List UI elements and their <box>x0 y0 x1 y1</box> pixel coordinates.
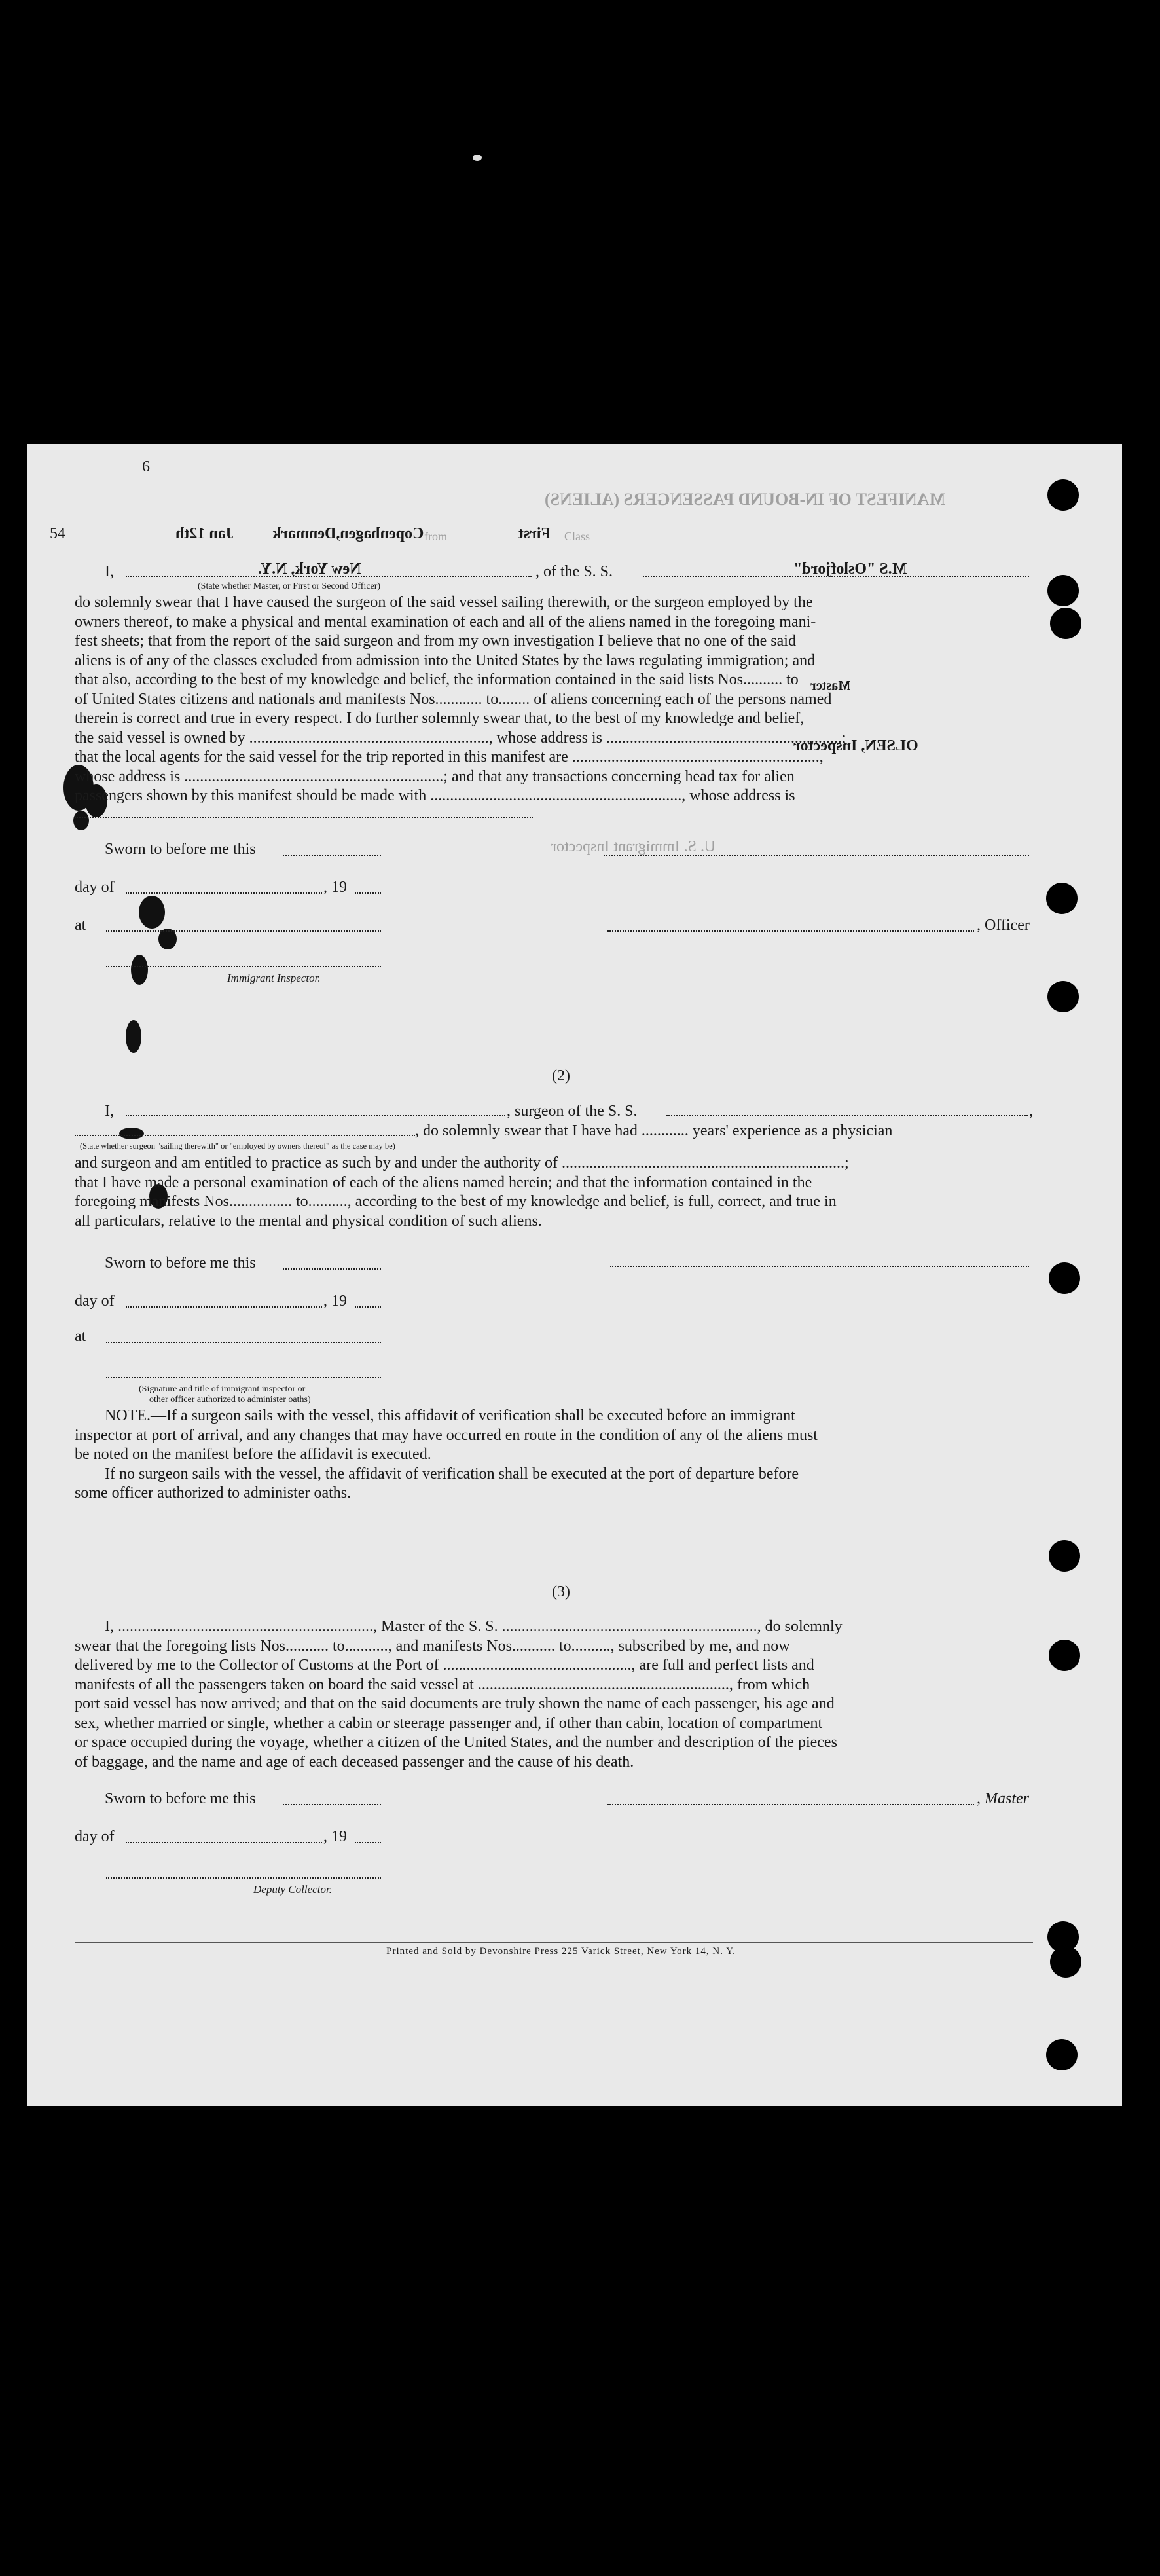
aff2-year-line <box>355 1306 381 1308</box>
aff3-day-line <box>126 1841 322 1843</box>
from-value: Copenhagen,Denmark <box>272 525 424 542</box>
ink-blot <box>119 1128 144 1139</box>
aff1-officer-note: (State whether Master, or First or Second Officer) <box>198 581 381 591</box>
aff2-line2-note: (State whether surgeon "sailing therewith" or "employed by owners thereof" as the case may be) <box>80 1141 395 1150</box>
ink-blot <box>73 811 89 830</box>
aff2-line: foregoing manifests Nos................ to.........., according to the best of my knowledge and belief, is full, correct, and true in <box>75 1193 837 1210</box>
class-value: First <box>518 525 551 542</box>
dust-speck <box>473 155 482 161</box>
aff2-note-line: If no surgeon sails with the vessel, the affidavit of verification shall be executed at the port of departure before <box>105 1465 799 1482</box>
date-value: Jan 12th <box>175 525 234 542</box>
aff2-name-line <box>126 1114 505 1116</box>
aff3-number: (3) <box>552 1583 570 1600</box>
aff3-deputy-line <box>106 1877 381 1879</box>
aff1-sworn: Sworn to before me this <box>105 841 256 858</box>
aff2-sworn: Sworn to before me this <box>105 1255 256 1272</box>
aff2-note-line: some officer authorized to administer oaths. <box>75 1484 352 1501</box>
aff3-line: of baggage, and the name and age of each deceased passenger and the cause of his death. <box>75 1753 634 1771</box>
aff3-master-line <box>607 1803 974 1805</box>
aff3-deputy: Deputy Collector. <box>253 1883 332 1896</box>
aff1-ghost-stamp: U. S. Immigrant Inspector <box>551 838 716 855</box>
aff2-comma: , <box>1029 1103 1033 1120</box>
aff1-officer-sig-line <box>607 930 974 932</box>
punch-hole <box>1047 479 1079 511</box>
aff1-line: fest sheets; that from the report of the said surgeon and from my own investigation I believe that no one of the said <box>75 633 796 650</box>
punch-hole <box>1049 1540 1080 1572</box>
ink-blot <box>139 896 165 929</box>
aff2-day-line <box>126 1306 322 1308</box>
punch-hole <box>1047 575 1079 606</box>
aff1-opening: I, <box>105 563 114 580</box>
aff2-number: (2) <box>552 1067 570 1084</box>
footer-rule <box>75 1942 1033 1943</box>
aff1-year: , 19 <box>323 879 347 896</box>
aff2-at: at <box>75 1328 86 1345</box>
aff2-year: , 19 <box>323 1293 347 1310</box>
aff3-year: , 19 <box>323 1828 347 1845</box>
aff1-officer: , Officer <box>977 917 1030 934</box>
aff1-line: aliens is of any of the classes excluded from admission into the United States by the laws regulating immigration; and <box>75 652 816 669</box>
aff3-day: day of <box>75 1828 115 1845</box>
aff1-line: that the local agents for the said vessel for the trip reported in this manifest are ..............................................................., <box>75 748 824 765</box>
punch-hole <box>1049 1640 1080 1671</box>
aff2-note-line: be noted on the manifest before the affidavit is executed. <box>75 1446 431 1463</box>
aff2-sig-note-1: (Signature and title of immigrant inspector or <box>139 1384 306 1394</box>
aff3-line: or space occupied during the voyage, whether a citizen of the United States, and the number and description of the pieces <box>75 1734 837 1751</box>
aff1-line: therein is correct and true in every respect. I do further solemnly swear that, to the best of my knowledge and belief, <box>75 710 805 727</box>
aff2-line: and surgeon and am entitled to practice as such by and under the authority of ........................................................................; <box>75 1154 849 1171</box>
aff2-body <box>75 1154 1033 1231</box>
aff2-at-line <box>106 1341 381 1343</box>
aff1-at: at <box>75 917 86 934</box>
aff2-ship-line <box>666 1114 1028 1116</box>
aff3-line: port said vessel has now arrived; and that on the said documents are truly shown the name of each passenger, his age and <box>75 1695 835 1712</box>
aff3-sworn: Sworn to before me this <box>105 1790 256 1807</box>
punch-hole <box>1046 883 1078 914</box>
aff3-master: , Master <box>977 1790 1029 1807</box>
aff3-line: swear that the foregoing lists Nos........... to..........., and manifests Nos........... to.........., subscribed by me, and now <box>75 1637 790 1655</box>
aff2-line: that I have made a personal examination of each of the aliens named herein; and that the information contained in the <box>75 1173 812 1191</box>
punch-hole <box>1049 1262 1080 1294</box>
aff1-at-line <box>106 930 381 932</box>
aff3-line: sex, whether married or single, whether a cabin or steerage passenger and, if other than cabin, location of compartment <box>75 1714 823 1732</box>
aff2-line2-end: , do solemnly swear that I have had ............ years' experience as a physician <box>415 1122 893 1139</box>
punch-hole <box>1046 2039 1078 2070</box>
aff1-line: the said vessel is owned by ............................................................., whose address is ............................................................; <box>75 729 846 746</box>
aff3-line: I, ................................................................., Master of the S. S. ................................................................., do solemnly <box>105 1618 843 1635</box>
year-fragment: 54 <box>50 525 65 542</box>
aff1-signature-line <box>604 854 1029 856</box>
aff1-inspector-line <box>106 965 381 967</box>
aff2-note <box>75 1407 1033 1503</box>
aff1-address-line <box>75 816 533 818</box>
aff1-stamp-master: Master <box>810 678 851 693</box>
punch-hole <box>1047 981 1079 1012</box>
aff1-line: of United States citizens and nationals and manifests Nos............ to........ of aliens concerning each of the persons named <box>75 690 832 708</box>
aff2-day: day of <box>75 1293 115 1310</box>
aff2-line1-mid: , surgeon of the S. S. <box>507 1103 638 1120</box>
footer-printer: Printed and Sold by Devonshire Press 225 Varick Street, New York 14, N. Y. <box>386 1946 736 1957</box>
aff2-sig-note-2: other officer authorized to administer oaths) <box>149 1395 311 1405</box>
ink-blot <box>126 1020 141 1053</box>
aff1-stamp-inspector: OLSEN, Inspector <box>793 737 918 754</box>
aff2-note-line: NOTE.—If a surgeon sails with the vessel, this affidavit of verification shall be executed before an immigrant <box>105 1407 795 1424</box>
aff3-line: delivered by me to the Collector of Customs at the Port of ................................................, are full and perfect lists and <box>75 1657 814 1674</box>
from-label: from <box>424 530 447 543</box>
manifest-page <box>27 444 1122 2106</box>
aff3-line: manifests of all the passengers taken on board the said vessel at ................................................................, from which <box>75 1676 810 1693</box>
aff2-status-line <box>75 1134 415 1136</box>
aff1-arrival-stamp: New York, N.Y. <box>258 561 361 578</box>
aff1-line: owners thereof, to make a physical and mental examination of each and all of the aliens named in the foregoing mani- <box>75 613 816 631</box>
aff2-sig-line <box>106 1376 381 1378</box>
aff1-line: whose address is ..................................................................; and that any transactions concerning head tax for alien <box>75 767 795 785</box>
class-label: Class <box>564 530 590 543</box>
aff2-signature-line <box>610 1265 1029 1267</box>
ink-blot <box>131 955 148 985</box>
aff2-line: all particulars, relative to the mental and physical condition of such aliens. <box>75 1212 542 1230</box>
aff1-inspector: Immigrant Inspector. <box>227 972 321 984</box>
aff2-note-line: inspector at port of arrival, and any changes that may have occurred en route in the condition of any of the aliens must <box>75 1426 818 1444</box>
aff1-line: passengers shown by this manifest should be made with ................................................................, whose address is <box>75 787 795 804</box>
aff1-ship-name: M.S "Oslofjord" <box>793 561 907 578</box>
punch-hole <box>1050 608 1081 639</box>
aff3-year-line <box>355 1841 381 1843</box>
aff2-sworn-line <box>283 1268 381 1270</box>
aff1-line: that also, according to the best of my knowledge and belief, the information contained in the said lists Nos.......... to <box>75 671 799 688</box>
aff1-sworn-line <box>283 854 381 856</box>
aff1-line: do solemnly swear that I have caused the surgeon of the said vessel sailing therewith, or the surgeon employed by the <box>75 594 813 611</box>
page-number: 6 <box>142 458 150 475</box>
aff3-sworn-line <box>283 1803 381 1805</box>
aff1-of-ss: , of the S. S. <box>535 563 613 580</box>
aff1-body <box>75 593 1033 806</box>
ghost-title: MANIFEST OF IN-BOUND PASSENGERS (ALIENS) <box>545 490 946 509</box>
aff1-day: day of <box>75 879 115 896</box>
aff2-line1-start: I, <box>105 1103 114 1120</box>
aff1-day-line <box>126 892 322 894</box>
aff3-body <box>75 1617 1033 1772</box>
aff1-year-line <box>355 892 381 894</box>
